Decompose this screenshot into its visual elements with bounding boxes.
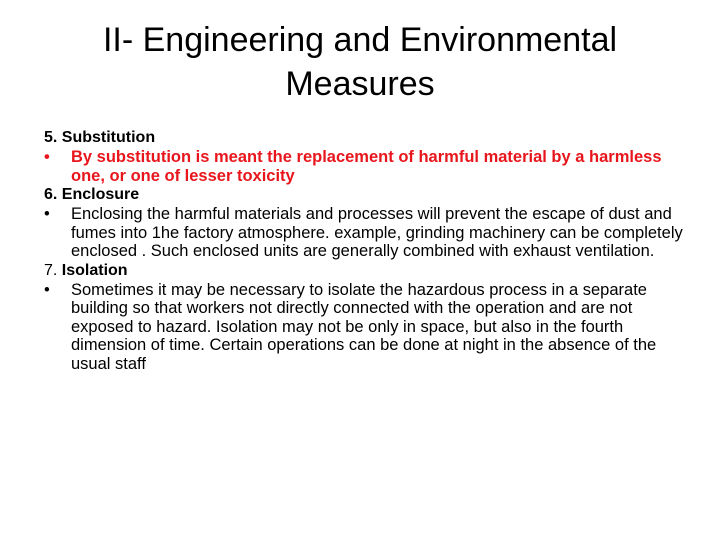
bullet-isolation [44, 281, 684, 374]
bullet-enclosure [44, 205, 684, 261]
section-number: 7. [44, 261, 58, 279]
bullet-dot: • [44, 205, 50, 223]
bullet-dot: • [44, 280, 50, 299]
bullet-text: By substitution is meant the replacement of harmful material by a harmless one, or one of lesser toxicity [71, 148, 662, 185]
section-title: Isolation [61, 261, 128, 279]
section-heading-enclosure: 6. Enclosure [44, 186, 140, 203]
bullet-substitution [44, 148, 684, 185]
section-heading-isolation [44, 261, 684, 281]
bullet-text: Enclosing the harmful materials and processes will prevent the escape of dust and fumes into 1he factory atmosphere. example, grinding machinery can be completely enclosed . Such enclosed units are generally combined with exhaust ventilation. [71, 205, 683, 260]
slide-title-line-1: II- Engineering and Environmental [102, 21, 618, 59]
bullet-text: Sometimes it may be necessary to isolate the hazardous process in a separate building so that workers not directly connected with the operation and are not exposed to hazard. Isolation may not be only in space, but also in the fourth dimension of time. Certain operations can be done at night in the absence of the usual staff [71, 280, 657, 373]
slide-body [44, 128, 684, 373]
slide-title [40, 18, 680, 106]
bullet-dot: • [44, 148, 50, 166]
section-heading-substitution: 5. Substitution [44, 129, 156, 146]
slide-title-line-2: Measures [285, 65, 435, 103]
